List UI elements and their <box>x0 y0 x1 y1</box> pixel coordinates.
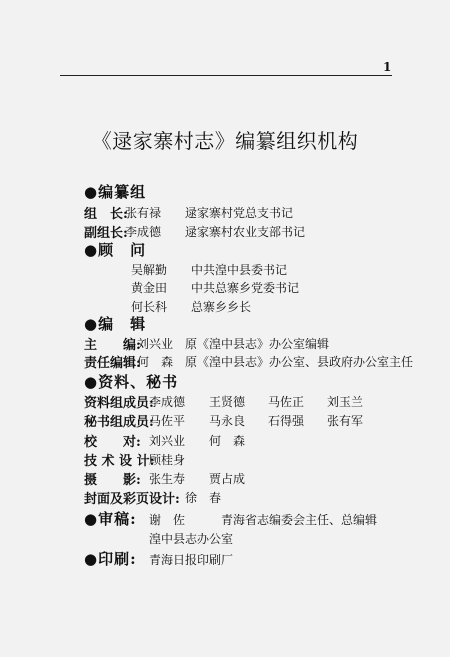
member-name: 马佐正 <box>268 395 305 409</box>
reviewer-name: 谢 佐 <box>149 513 186 527</box>
advisor-role: 中共总寨乡党委书记 <box>191 281 300 295</box>
label-mishuzu: 秘书组成员: <box>84 415 154 430</box>
member-name: 顾桂身 <box>149 453 186 467</box>
section-heading-guwen: ●顾 问 <box>84 241 147 259</box>
section-heading-yinshua: ●印刷: <box>84 550 137 568</box>
header-rule <box>60 75 392 76</box>
member-name: 王贤德 <box>209 395 246 409</box>
label-jiaodui: 校 对: <box>84 435 141 450</box>
member-name: 马佐平 <box>149 414 186 428</box>
member-name: 石得强 <box>268 414 305 428</box>
member-name: 张有军 <box>327 414 364 428</box>
name-zuzhang: 张有禄 <box>125 206 162 220</box>
printer-name: 青海日报印刷厂 <box>149 553 234 567</box>
member-name: 李成德 <box>149 395 186 409</box>
name-zerenbianji: 何 森 <box>137 355 174 369</box>
label-jishusheji: 技 术 设 计: <box>84 454 155 469</box>
section-heading-bianji: ●编 辑 <box>84 315 147 333</box>
section-heading-bianzuan: ●编纂组 <box>84 183 147 201</box>
advisor-name: 吴解勤 <box>131 263 168 277</box>
role-zhubian: 原《湟中县志》办公室编辑 <box>185 337 330 351</box>
member-name: 徐 春 <box>185 491 222 505</box>
label-zuzhang: 组 长: <box>84 207 128 222</box>
label-sheying: 摄 影: <box>84 473 141 488</box>
member-name: 马永良 <box>209 414 246 428</box>
member-name: 刘玉兰 <box>327 395 364 409</box>
advisor-role: 总寨乡乡长 <box>191 300 252 314</box>
member-name: 刘兴业 <box>149 434 186 448</box>
role-zerenbianji: 原《湟中县志》办公室、县政府办公室主任 <box>185 355 414 369</box>
label-ziliaozu: 资料组成员: <box>84 396 154 411</box>
label-zhubian: 主 编: <box>84 338 141 353</box>
page-title: 《逯家寨村志》编纂组织机构 <box>91 129 359 153</box>
label-fengmiansheji: 封面及彩页设计: <box>84 492 180 507</box>
name-fuzuzhang: 李成德 <box>125 225 162 239</box>
name-zhubian: 刘兴业 <box>137 337 174 351</box>
role-zuzhang: 逯家寨村党总支书记 <box>185 206 294 220</box>
section-heading-shengao: ●审稿: <box>84 510 137 528</box>
advisor-role: 中共湟中县委书记 <box>191 263 288 277</box>
reviewer-role: 湟中县志办公室 <box>149 532 234 546</box>
member-name: 张生寿 <box>149 472 186 486</box>
label-zerenbianji: 责任编辑: <box>84 356 141 371</box>
role-fuzuzhang: 逯家寨村农业支部书记 <box>185 225 306 239</box>
member-name: 何 森 <box>209 434 246 448</box>
member-name: 贾占成 <box>209 472 246 486</box>
advisor-name: 何长科 <box>131 300 168 314</box>
advisor-name: 黄金田 <box>131 281 168 295</box>
page-number: 1 <box>383 60 392 74</box>
reviewer-role: 青海省志编委会主任、总编辑 <box>221 513 378 527</box>
section-heading-ziliao: ●资料、秘书 <box>84 373 179 391</box>
label-fuzuzhang: 副组长: <box>84 226 128 241</box>
